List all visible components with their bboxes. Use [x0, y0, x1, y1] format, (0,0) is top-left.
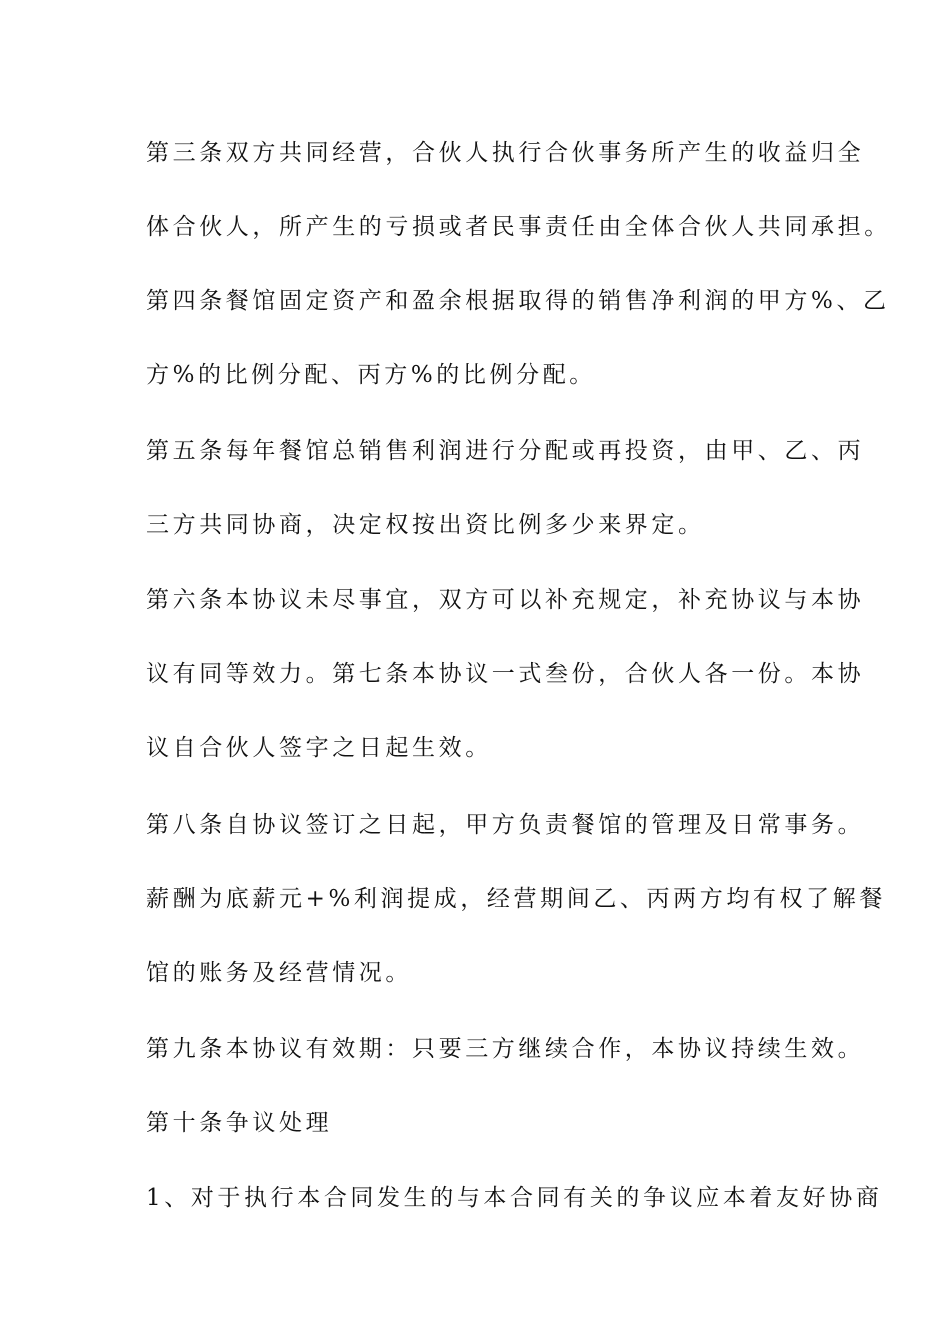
paragraph-line: 议有同等效力。第七条本协议一式叁份，合伙人各一份。本协	[146, 661, 865, 687]
paragraph-line: 体合伙人，所产生的亏损或者民事责任由全体合伙人共同承担。	[146, 214, 891, 240]
paragraph-line: 第八条自协议签订之日起，甲方负责餐馆的管理及日常事务。	[146, 812, 865, 838]
paragraph-line: 第六条本协议未尽事宜，双方可以补充规定，补充协议与本协	[146, 587, 865, 613]
paragraph-line: 议自合伙人签字之日起生效。	[146, 735, 492, 761]
section-heading: 第十条争议处理	[146, 1110, 333, 1136]
paragraph-line: 第五条每年餐馆总销售利润进行分配或再投资，由甲、乙、丙	[146, 438, 865, 464]
paragraph-line: 第四条餐馆固定资产和盈余根据取得的销售净利润的甲方%、乙	[146, 288, 890, 314]
paragraph-line: 第九条本协议有效期：只要三方继续合作，本协议持续生效。	[146, 1036, 865, 1062]
paragraph-line: 薪酬为底薪元+%利润提成，经营期间乙、丙两方均有权了解餐	[146, 886, 886, 912]
paragraph-line: 方%的比例分配、丙方%的比例分配。	[146, 362, 596, 388]
paragraph-line: 馆的账务及经营情况。	[146, 960, 412, 986]
paragraph-line: 第三条双方共同经营，合伙人执行合伙事务所产生的收益归全	[146, 140, 865, 166]
paragraph-line: 1、对于执行本合同发生的与本合同有关的争议应本着友好协商	[146, 1185, 883, 1211]
paragraph-line: 三方共同协商，决定权按出资比例多少来界定。	[146, 512, 705, 538]
